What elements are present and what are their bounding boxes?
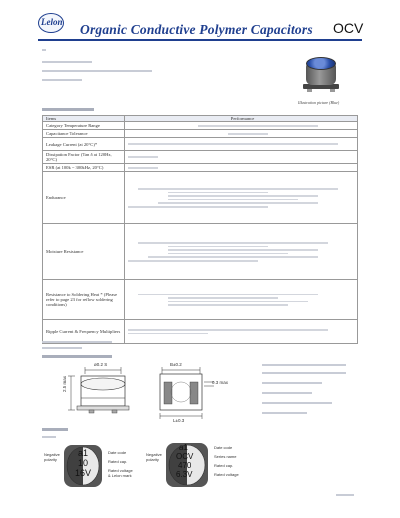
row-item: Ripple Current & Frequency Multipliers — [43, 320, 125, 344]
row-performance — [125, 320, 358, 344]
logo-text: Lelon — [41, 17, 63, 27]
section-subheading — [42, 436, 56, 438]
row-performance — [125, 122, 358, 130]
table-row — [43, 151, 358, 164]
dimension-table-line — [262, 392, 312, 394]
column-header-items: Items — [43, 116, 125, 122]
dim-label-height: 2.5 max — [62, 375, 67, 392]
marking-right-label4: Rated voltage — [214, 472, 239, 477]
table-row — [43, 224, 358, 280]
table-row — [43, 138, 358, 151]
page-title: Organic Conductive Polymer Capacitors — [80, 22, 313, 37]
marking-right-line2: OCV — [176, 452, 194, 461]
row-item: ESR (at 100k ~ 300kHz, 20°C) — [43, 164, 125, 172]
marking-right-label1: Date code — [214, 445, 233, 450]
row-item: Leakage Current (at 20°C)* — [43, 138, 125, 151]
marking-left-label3: Rated voltage — [108, 468, 133, 473]
header-rule — [38, 39, 362, 41]
row-item: Resistance to Soldering Heat * (Please refer to page 23 for reflow soldering conditions) — [43, 280, 125, 320]
section-heading-marking — [42, 428, 68, 431]
series-code: OCV — [333, 20, 364, 36]
feature-line — [42, 49, 46, 51]
dimension-drawing-top-view — [63, 362, 153, 422]
row-performance — [125, 138, 358, 151]
marking-left-label2: Rated cap. — [108, 459, 128, 464]
dim-label-length: L±0.3 — [173, 418, 185, 423]
dimension-table-line — [262, 364, 346, 366]
table-row — [43, 130, 358, 138]
marking-left-label1: Date code — [108, 450, 127, 455]
bottom-view-svg — [150, 362, 240, 422]
dimension-table-line — [262, 402, 332, 404]
capacitor-image-terminal — [307, 89, 312, 92]
dimension-table-line — [262, 372, 346, 374]
section-heading-specifications — [42, 108, 94, 111]
capacitor-image-top — [306, 57, 336, 70]
dimension-drawing-bottom-view — [150, 362, 240, 422]
section-heading-dimensions — [42, 355, 112, 358]
table-footnote — [42, 347, 82, 349]
marking-right-label3: Rated cap. — [214, 463, 234, 468]
table-footnote — [42, 341, 112, 343]
feature-line — [42, 79, 82, 81]
row-performance — [125, 164, 358, 172]
marking-left-line1: a1 — [78, 448, 89, 458]
marking-left-label4: & Lelon mark — [108, 473, 132, 478]
row-performance — [125, 224, 358, 280]
dimension-table-line — [262, 412, 307, 414]
row-item: Capacitance Tolerance — [43, 130, 125, 138]
marking-left-line2: 10 — [78, 458, 89, 468]
row-item: Moisture Resistance — [43, 224, 125, 280]
marking-right-polarity: Negative polarity — [146, 452, 162, 462]
table-row — [43, 164, 358, 172]
marking-right-line1: a1 — [179, 443, 188, 452]
row-item: Endurance — [43, 172, 125, 224]
dim-label-diameter: ø0.2 S — [94, 362, 108, 367]
column-header-performance: Performance — [125, 116, 358, 122]
row-item: Category Temperature Range — [43, 122, 125, 130]
row-performance — [125, 280, 358, 320]
dim-label-terminal: 0.3 max — [212, 380, 229, 385]
marking-right-line4: 6.3V — [176, 470, 193, 479]
row-performance — [125, 172, 358, 224]
marking-right-line3: 470 — [178, 461, 192, 470]
page-footer — [336, 494, 354, 496]
capacitor-image-terminal — [330, 89, 335, 92]
dim-label-width: B±0.2 — [170, 362, 182, 367]
picture-caption: Illustration picture (Blue) — [298, 100, 340, 105]
top-view-svg — [63, 362, 153, 422]
marking-left-polarity: Negative polarity — [44, 452, 60, 462]
table-row — [43, 172, 358, 224]
table-row — [43, 280, 358, 320]
marking-right-label2: Series name — [214, 454, 237, 459]
row-performance — [125, 130, 358, 138]
specifications-table — [42, 115, 358, 344]
feature-line — [42, 61, 92, 63]
marking-left-line3: 16V — [75, 468, 92, 478]
dimension-table-line — [262, 382, 322, 384]
table-row — [43, 122, 358, 130]
row-performance — [125, 151, 358, 164]
row-item: Dissipation Factor (Tan δ at 120Hz, 20°C) — [43, 151, 125, 164]
feature-line — [42, 70, 152, 72]
